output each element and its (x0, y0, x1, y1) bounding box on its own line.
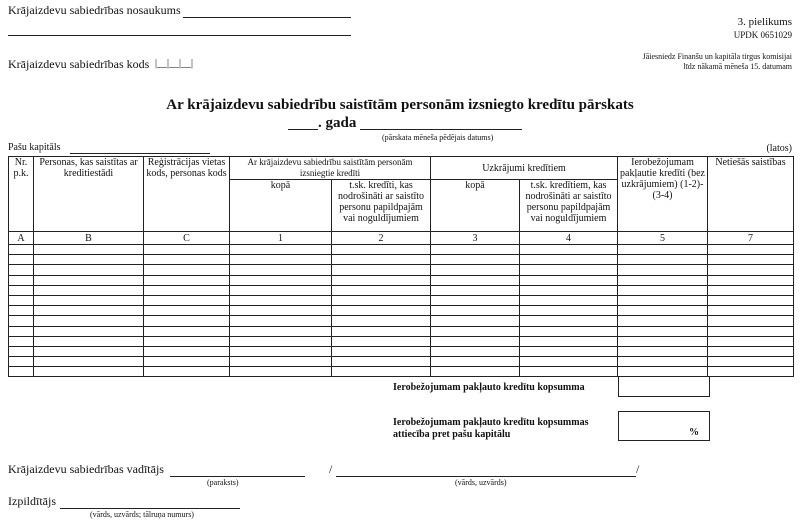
table-row (9, 346, 794, 356)
signature-caption: (paraksts) (207, 478, 239, 487)
table-cell[interactable] (34, 367, 144, 377)
head-label: Krājaizdevu sabiedrības vadītājs (8, 462, 164, 476)
capital-line[interactable] (70, 153, 210, 154)
table-cell[interactable] (520, 275, 618, 285)
table-cell[interactable] (230, 295, 332, 305)
table-cell[interactable] (9, 265, 34, 275)
table-cell[interactable] (332, 367, 431, 377)
table-cell[interactable] (520, 367, 618, 377)
org-code-box[interactable]: |__|__|__| (155, 58, 194, 69)
table-cell[interactable] (708, 285, 794, 295)
table-row (9, 326, 794, 336)
table-cell[interactable] (708, 367, 794, 377)
ratio-value-box[interactable] (618, 411, 710, 441)
table-cell[interactable] (520, 316, 618, 326)
table-cell[interactable] (230, 336, 332, 346)
table-cell[interactable] (9, 346, 34, 356)
table-cell[interactable] (708, 326, 794, 336)
table-cell[interactable] (34, 336, 144, 346)
table-row (9, 285, 794, 295)
table-cell[interactable] (230, 255, 332, 265)
table-cell[interactable] (34, 326, 144, 336)
table-cell[interactable] (431, 245, 520, 255)
table-cell[interactable] (34, 275, 144, 285)
index-4: 4 (520, 232, 618, 245)
year-line[interactable] (288, 129, 318, 130)
capital-label: Pašu kapitāls (8, 142, 61, 153)
table-cell[interactable] (9, 255, 34, 265)
table-row (9, 275, 794, 285)
table-cell[interactable] (144, 316, 230, 326)
table-cell[interactable] (431, 357, 520, 367)
table-row (9, 255, 794, 265)
header-issued-secured: t.sk. kredīti, kas nodrošināti ar saistīto personu papildpajām vai noguldījumiem (332, 180, 431, 232)
table-cell[interactable] (144, 346, 230, 356)
table-cell[interactable] (431, 367, 520, 377)
date-caption: (pārskata mēneša pēdējais datums) (382, 133, 494, 142)
table-cell[interactable] (34, 255, 144, 265)
form-code: UPDK 0651029 (733, 30, 792, 40)
table-cell[interactable] (618, 265, 708, 275)
table-cell[interactable] (144, 245, 230, 255)
table-cell[interactable] (618, 346, 708, 356)
index-1: 1 (230, 232, 332, 245)
org-name-line[interactable] (183, 17, 351, 18)
table-cell[interactable] (332, 326, 431, 336)
credit-table (8, 156, 794, 377)
table-cell[interactable] (520, 306, 618, 316)
table-cell[interactable] (520, 285, 618, 295)
table-cell[interactable] (9, 245, 34, 255)
ratio-label-1: Ierobežojumam pakļauto kredītu kopsummas (393, 417, 589, 428)
index-c: C (144, 232, 230, 245)
table-cell[interactable] (708, 316, 794, 326)
index-a: A (9, 232, 34, 245)
table-cell[interactable] (618, 326, 708, 336)
table-cell[interactable] (144, 265, 230, 275)
table-cell[interactable] (708, 306, 794, 316)
table-cell[interactable] (144, 275, 230, 285)
table-cell[interactable] (230, 275, 332, 285)
table-cell[interactable] (230, 316, 332, 326)
table-cell[interactable] (144, 285, 230, 295)
table-cell[interactable] (431, 255, 520, 265)
table-cell[interactable] (144, 357, 230, 367)
table-cell[interactable] (34, 306, 144, 316)
index-7: 7 (708, 232, 794, 245)
table-cell[interactable] (618, 275, 708, 285)
table-row (9, 336, 794, 346)
table-cell[interactable] (708, 275, 794, 285)
table-row (9, 306, 794, 316)
slash-close: / (636, 462, 640, 476)
table-cell[interactable] (431, 275, 520, 285)
table-cell[interactable] (618, 295, 708, 305)
table-row (9, 357, 794, 367)
table-cell[interactable] (144, 255, 230, 265)
header-reg-code: Reģistrācijas vietas kods, personas kods (144, 157, 230, 232)
submit-note-1: Jāiesniedz Finanšu un kapitāla tirgus komisijai (642, 52, 792, 61)
table-cell[interactable] (708, 255, 794, 265)
table-cell[interactable] (230, 346, 332, 356)
table-cell[interactable] (708, 265, 794, 275)
currency-unit: (latos) (766, 143, 792, 154)
table-row (9, 295, 794, 305)
table-cell[interactable] (431, 336, 520, 346)
table-cell[interactable] (9, 336, 34, 346)
table-cell[interactable] (520, 346, 618, 356)
table-cell[interactable] (431, 316, 520, 326)
year-suffix: . gada (318, 115, 357, 131)
table-cell[interactable] (520, 336, 618, 346)
slash-open: / (329, 462, 333, 476)
appendix-label: 3. pielikums (737, 16, 792, 28)
table-cell[interactable] (520, 245, 618, 255)
table-cell[interactable] (618, 316, 708, 326)
header-persons: Personas, kas saistītas ar kreditiestādi (34, 157, 144, 232)
preparer-caption: (vārds, uzvārds; tālruņa numurs) (90, 510, 194, 519)
table-cell[interactable] (332, 295, 431, 305)
table-cell[interactable] (332, 275, 431, 285)
header-indirect: Netiešās saistības (708, 157, 794, 232)
table-cell[interactable] (9, 326, 34, 336)
ratio-label-2: attiecība pret pašu kapitālu (393, 429, 511, 440)
table-cell[interactable] (431, 346, 520, 356)
table-cell[interactable] (431, 306, 520, 316)
table-cell[interactable] (230, 357, 332, 367)
header-savings-secured: t.sk. kredītiem, kas nodrošināti ar saistīto personu papildpajām vai noguldījumiem (520, 180, 618, 232)
table-row (9, 316, 794, 326)
index-3: 3 (431, 232, 520, 245)
index-5: 5 (618, 232, 708, 245)
table-cell[interactable] (230, 265, 332, 275)
table-cell[interactable] (431, 295, 520, 305)
table-row (9, 245, 794, 255)
table-cell[interactable] (708, 346, 794, 356)
table-cell[interactable] (144, 306, 230, 316)
table-cell[interactable] (144, 295, 230, 305)
table-cell[interactable] (332, 336, 431, 346)
table-cell[interactable] (618, 255, 708, 265)
table-cell[interactable] (332, 346, 431, 356)
table-cell[interactable] (9, 285, 34, 295)
total-label: Ierobežojumam pakļauto kredītu kopsumma (393, 382, 585, 393)
table-cell[interactable] (144, 367, 230, 377)
table-cell[interactable] (230, 306, 332, 316)
table-cell[interactable] (9, 367, 34, 377)
table-cell[interactable] (520, 255, 618, 265)
table-cell[interactable] (9, 275, 34, 285)
table-cell[interactable] (332, 255, 431, 265)
table-cell[interactable] (332, 306, 431, 316)
table-cell[interactable] (332, 357, 431, 367)
table-cell[interactable] (431, 265, 520, 275)
table-cell[interactable] (618, 357, 708, 367)
table-cell[interactable] (618, 285, 708, 295)
table-cell[interactable] (332, 316, 431, 326)
name-caption: (vārds, uzvārds) (455, 478, 507, 487)
percent-sign: % (689, 427, 699, 438)
table-cell[interactable] (34, 346, 144, 356)
header-savings-total: kopā (431, 180, 520, 232)
table-cell[interactable] (618, 336, 708, 346)
table-cell[interactable] (618, 245, 708, 255)
table-cell[interactable] (9, 316, 34, 326)
table-cell[interactable] (618, 306, 708, 316)
table-cell[interactable] (708, 245, 794, 255)
table-cell[interactable] (520, 326, 618, 336)
table-row (9, 265, 794, 275)
table-cell[interactable] (34, 357, 144, 367)
table-cell[interactable] (34, 265, 144, 275)
table-cell[interactable] (332, 285, 431, 295)
org-name-label: Krājaizdevu sabiedrības nosaukums (8, 3, 181, 17)
preparer-line[interactable] (60, 508, 240, 509)
table-cell[interactable] (230, 245, 332, 255)
date-line[interactable] (360, 129, 522, 130)
table-cell[interactable] (34, 285, 144, 295)
total-value-box[interactable] (618, 376, 710, 397)
name-line[interactable] (336, 476, 636, 477)
header-savings-group: Uzkrājumi kredītiem (431, 157, 618, 180)
table-cell[interactable] (34, 245, 144, 255)
org-code-label: Krājaizdevu sabiedrības kods (8, 57, 150, 71)
table-cell[interactable] (431, 326, 520, 336)
table-cell[interactable] (708, 295, 794, 305)
table-cell[interactable] (230, 326, 332, 336)
table-cell[interactable] (144, 326, 230, 336)
table-cell[interactable] (34, 316, 144, 326)
table-cell[interactable] (332, 245, 431, 255)
report-title: Ar krājaizdevu sabiedrību saistītām personām izsniegto kredītu pārskats (166, 97, 634, 113)
index-b: B (34, 232, 144, 245)
table-cell[interactable] (520, 265, 618, 275)
table-cell[interactable] (431, 285, 520, 295)
table-cell[interactable] (9, 306, 34, 316)
table-cell[interactable] (34, 295, 144, 305)
table-cell[interactable] (230, 285, 332, 295)
header-limited: Ierobežojumam pakļautie kredīti (bez uzkrājumiem) (1-2)-(3-4) (618, 157, 708, 232)
table-cell[interactable] (144, 336, 230, 346)
table-cell[interactable] (520, 295, 618, 305)
preparer-label: Izpildītājs (8, 494, 56, 508)
org-name-line-2[interactable] (8, 35, 351, 36)
header-issued-group: Ar krājaizdevu sabiedrību saistītām personām izsniegtie kredīti (230, 157, 431, 180)
table-cell[interactable] (708, 357, 794, 367)
header-issued-total: kopā (230, 180, 332, 232)
submit-note-2: līdz nākamā mēneša 15. datumam (683, 62, 792, 71)
table-cell[interactable] (9, 357, 34, 367)
table-cell[interactable] (708, 336, 794, 346)
index-2: 2 (332, 232, 431, 245)
table-cell[interactable] (230, 367, 332, 377)
table-cell[interactable] (520, 357, 618, 367)
table-cell[interactable] (9, 295, 34, 305)
signature-line[interactable] (170, 476, 305, 477)
header-nr: Nr. p.k. (9, 157, 34, 232)
table-cell[interactable] (332, 265, 431, 275)
